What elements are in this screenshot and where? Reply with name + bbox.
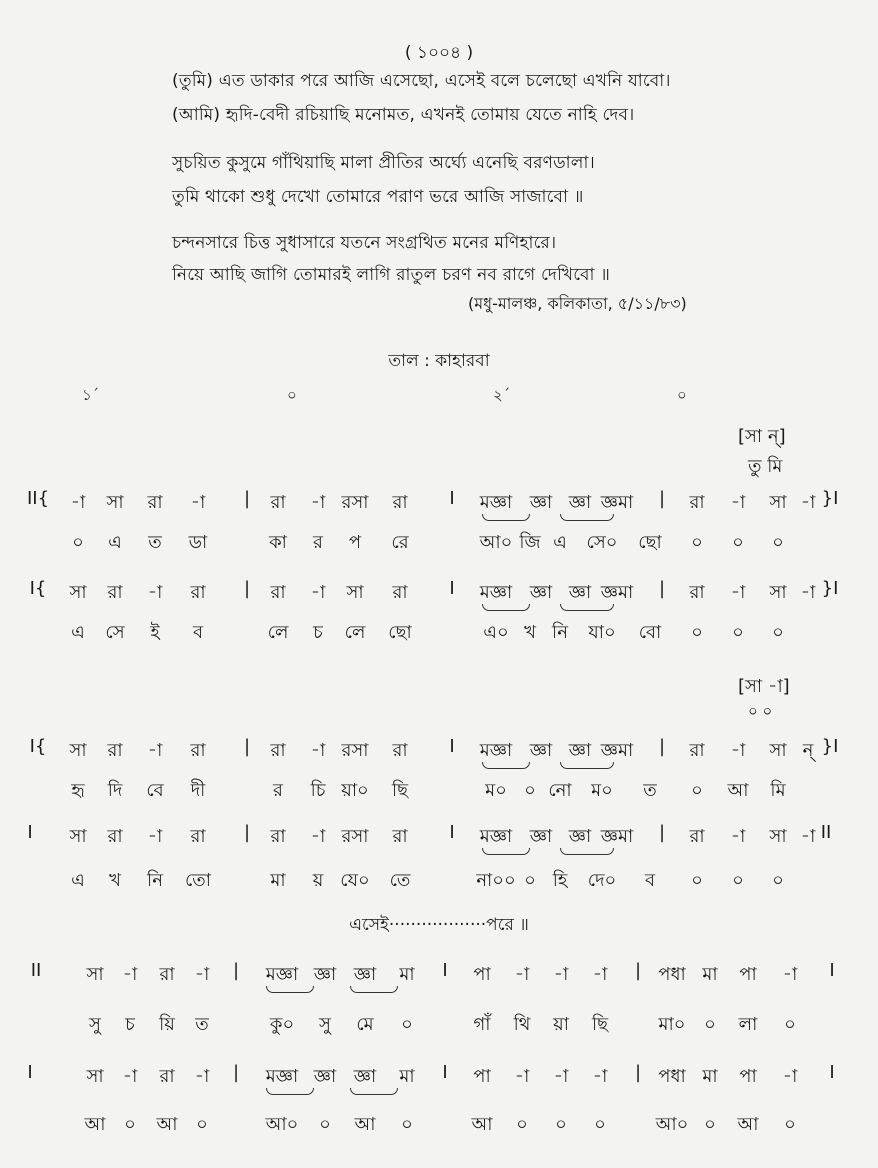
lyric-syllable: ০	[784, 1114, 796, 1135]
lyric-syllable: মি	[770, 780, 786, 801]
note: -া	[122, 1066, 138, 1087]
note: জ্ঞা	[568, 492, 592, 513]
note: রা	[689, 492, 705, 513]
note: রসা	[341, 826, 369, 847]
note: পা	[739, 1066, 757, 1087]
note: -া	[190, 492, 206, 513]
lyric-syllable: ব	[644, 870, 656, 891]
lyric-syllable: য়া০	[341, 780, 369, 801]
lyric-syllable: ০	[401, 1014, 413, 1035]
lyric-syllable: ডা	[188, 532, 208, 553]
lyric-syllable: এ০	[483, 622, 509, 643]
bar-separator: |	[243, 822, 251, 843]
note: সা	[769, 492, 787, 513]
note: রা	[689, 826, 705, 847]
slur-mark	[482, 848, 530, 855]
pickup-lyric-2: ০ ০	[748, 702, 773, 720]
lyric-syllable: আ০	[265, 1114, 299, 1135]
note: -া	[310, 826, 326, 847]
note: -া	[194, 964, 210, 985]
bar-separator: I	[449, 488, 455, 509]
row-start-bar: I	[27, 1062, 33, 1083]
lyric-syllable: এ	[553, 532, 567, 553]
lyric-syllable: ছো	[388, 622, 412, 643]
lyric-syllable: যা০	[588, 622, 616, 643]
note: জ্ঞা	[529, 826, 553, 847]
note: রা	[392, 740, 408, 761]
note: -া	[592, 1066, 608, 1087]
lyric-syllable: ০	[772, 622, 784, 643]
note: রা	[190, 582, 206, 603]
note: পধা	[658, 964, 686, 985]
lyric-syllable: ০	[772, 532, 784, 553]
bar-separator: |	[232, 1062, 240, 1083]
row-start-bar: I{	[29, 736, 47, 757]
lyric-syllable: ০	[516, 1114, 528, 1135]
lyric-row-6	[0, 1110, 878, 1140]
note: সা	[69, 582, 87, 603]
lyric-syllable: ০	[732, 532, 744, 553]
bar-separator: |	[658, 488, 666, 509]
row-start-bar: I	[27, 822, 33, 843]
note: রা	[270, 740, 286, 761]
bar-separator: I	[449, 578, 455, 599]
bar-separator: |	[243, 736, 251, 757]
note: রা	[689, 582, 705, 603]
lyric-syllable: ০	[704, 1014, 716, 1035]
lyric-syllable: তো	[184, 870, 212, 891]
lyric-syllable: না০০	[476, 870, 516, 891]
lyric-syllable: থি	[513, 1014, 531, 1035]
lyric-syllable: কু০	[269, 1014, 295, 1035]
lyric-syllable: আ	[354, 1114, 376, 1135]
note: জ্ঞা	[353, 964, 377, 985]
note: জ্ঞমা	[600, 826, 634, 847]
note: পা	[739, 964, 757, 985]
note: -া	[194, 1066, 210, 1087]
lyric-syllable: সে০	[586, 532, 618, 553]
note: -া	[800, 492, 816, 513]
verse-line-2: (আমি) হৃদি-বেদী রচিয়াছি মনোমত, এখনই তোমায় যেতে নাহি দেব।	[172, 105, 635, 125]
lyric-syllable: লে	[344, 622, 366, 643]
lyric-syllable: ০	[691, 532, 703, 553]
slur-mark	[350, 986, 398, 993]
lyric-syllable: নি	[552, 622, 568, 643]
lyric-syllable: দে০	[587, 870, 617, 891]
note: জ্ঞা	[529, 492, 553, 513]
lyric-syllable: র	[273, 780, 283, 801]
notation-row-2	[0, 578, 878, 608]
note: মজ্ঞা	[479, 582, 513, 603]
slur-mark	[560, 762, 614, 769]
slur-mark	[560, 514, 614, 521]
note: -া	[730, 582, 746, 603]
note: সা	[769, 582, 787, 603]
note: মা	[399, 1066, 415, 1087]
row-end-bar: II	[820, 822, 832, 843]
note: জ্ঞা	[529, 582, 553, 603]
note: -া	[730, 740, 746, 761]
row-end-bar: I	[829, 1062, 835, 1083]
note: -া	[730, 826, 746, 847]
row-start-bar: II{	[26, 488, 50, 509]
lyric-syllable: ত	[643, 780, 657, 801]
note: সা	[86, 964, 104, 985]
lyric-syllable: মে	[356, 1014, 374, 1035]
lyric-syllable: খ	[524, 622, 536, 643]
lyric-syllable: র	[313, 532, 323, 553]
lyric-syllable: ০	[784, 1014, 796, 1035]
note: সা	[69, 740, 87, 761]
repeat-instruction: এসেই··················পরে ॥	[349, 915, 529, 935]
bar-separator: |	[658, 736, 666, 757]
notation-row-4	[0, 822, 878, 852]
lyric-syllable: বে	[146, 780, 164, 801]
lyric-syllable: ০	[555, 1114, 567, 1135]
note: রসা	[341, 492, 369, 513]
lyric-syllable: চ	[125, 1014, 135, 1035]
slur-mark	[560, 604, 614, 611]
note: -া	[514, 1066, 530, 1087]
note: রা	[689, 740, 705, 761]
bar-separator: |	[232, 960, 240, 981]
lyric-syllable: ০	[196, 1114, 208, 1135]
note: জ্ঞা	[529, 740, 553, 761]
lyric-syllable: মা	[270, 870, 286, 891]
taal-mark-3: ২´	[493, 386, 511, 404]
note: মজ্ঞা	[265, 1066, 299, 1087]
lyric-syllable: ত	[195, 1014, 209, 1035]
lyric-syllable: আ	[156, 1114, 178, 1135]
lyric-syllable: ০	[732, 870, 744, 891]
lyric-syllable: আ০	[655, 1114, 689, 1135]
row-end-bar: }I	[821, 488, 839, 509]
slur-mark	[482, 514, 530, 521]
note: মা	[399, 964, 415, 985]
note: রা	[147, 492, 163, 513]
lyric-syllable: বো	[638, 622, 662, 643]
lyric-syllable: হৃ	[71, 780, 85, 801]
note: জ্ঞা	[353, 1066, 377, 1087]
lyric-syllable: ০	[704, 1114, 716, 1135]
notation-row-6	[0, 1062, 878, 1092]
composition-credit: (মধু-মালঞ্চ, কলিকাতা, ৫/১১/৮৩)	[468, 294, 687, 313]
notation-row-1	[0, 488, 878, 518]
verse-line-3: সুচয়িত কুসুমে গাঁথিয়াছি মালা প্রীতির অর্ঘ্যে এনেছি বরণডালা।	[172, 153, 595, 173]
verse-line-5: চন্দনসারে চিত্ত সুধাসারে যতনে সংগ্রথিত মনের মণিহারে।	[172, 233, 557, 253]
note: -া	[147, 826, 163, 847]
note: পধা	[658, 1066, 686, 1087]
note: রা	[270, 826, 286, 847]
note: মজ্ঞা	[479, 826, 513, 847]
note: -া	[592, 964, 608, 985]
note: মজ্ঞা	[479, 740, 513, 761]
verse-line-1: (তুমি) এত ডাকার পরে আজি এসেছো, এসেই বলে চলেছো এখনি যাবো।	[172, 71, 671, 91]
bar-separator: I	[449, 822, 455, 843]
lyric-syllable: ০	[524, 780, 536, 801]
note: মজ্ঞা	[265, 964, 299, 985]
notation-row-5	[0, 960, 878, 990]
lyric-syllable: আ০	[479, 532, 513, 553]
lyric-syllable: আ	[84, 1114, 106, 1135]
note: জ্ঞমা	[600, 492, 634, 513]
lyric-syllable: এ	[71, 622, 85, 643]
note: রা	[107, 582, 123, 603]
row-end-bar: }I	[821, 736, 839, 757]
note: ন্	[802, 740, 814, 761]
bar-separator: |	[243, 578, 251, 599]
pickup-lyric-1: তু মি	[748, 456, 783, 477]
lyric-row-4	[0, 866, 878, 896]
lyric-syllable: ০	[691, 780, 703, 801]
lyric-syllable: আ	[737, 1114, 759, 1135]
lyric-syllable: রে	[391, 532, 409, 553]
lyric-syllable: ম০	[591, 780, 613, 801]
note: -া	[310, 492, 326, 513]
note: রসা	[341, 740, 369, 761]
note: জ্ঞমা	[600, 740, 634, 761]
note: -া	[310, 582, 326, 603]
row-start-bar: II	[30, 960, 42, 981]
lyric-syllable: খ	[109, 870, 121, 891]
note: মা	[702, 1066, 718, 1087]
lyric-syllable: ছি	[391, 780, 409, 801]
lyric-syllable: প	[348, 532, 362, 553]
note: সা	[769, 826, 787, 847]
lyric-syllable: চি	[310, 780, 326, 801]
taal-mark-4: ০	[677, 386, 687, 404]
note: -া	[147, 740, 163, 761]
note: সা	[86, 1066, 104, 1087]
verse-line-6: নিয়ে আছি জাগি তোমারই লাগি রাতুল চরণ নব রাগে দেখিবো ॥	[172, 265, 611, 285]
lyric-syllable: লা	[738, 1014, 758, 1035]
note: -া	[147, 582, 163, 603]
page-number: ( ১০০৪ )	[404, 43, 474, 63]
lyric-syllable: হি	[552, 870, 568, 891]
note: পা	[473, 964, 491, 985]
bar-separator: I	[449, 736, 455, 757]
lyric-syllable: সু	[319, 1014, 331, 1035]
bar-separator: |	[634, 1062, 642, 1083]
note: -া	[310, 740, 326, 761]
note: -া	[122, 964, 138, 985]
note: জ্ঞমা	[600, 582, 634, 603]
taal-mark-2: ০	[287, 386, 297, 404]
lyric-syllable: য়ি	[159, 1014, 175, 1035]
lyric-syllable: ম০	[485, 780, 507, 801]
lyric-syllable: ০	[319, 1114, 331, 1135]
slur-mark	[482, 604, 530, 611]
lyric-syllable: ছো	[638, 532, 662, 553]
note: রা	[392, 582, 408, 603]
lyric-syllable: লে	[267, 622, 289, 643]
note: মা	[702, 964, 718, 985]
note: রা	[270, 492, 286, 513]
note: রা	[159, 1066, 175, 1087]
lyric-syllable: ব	[192, 622, 204, 643]
notation-row-3	[0, 736, 878, 766]
lyric-syllable: য়	[312, 870, 324, 891]
lyric-syllable: চ	[313, 622, 323, 643]
slur-mark	[350, 1088, 398, 1095]
lyric-syllable: জি	[519, 532, 541, 553]
lyric-syllable: এ	[71, 870, 85, 891]
note: জ্ঞা	[568, 826, 592, 847]
lyric-row-1	[0, 528, 878, 558]
lyric-syllable: তে	[389, 870, 411, 891]
note: -া	[782, 1066, 798, 1087]
note: রা	[270, 582, 286, 603]
pickup-notes-2: [সা -া]	[738, 676, 790, 697]
taal-heading: তাল : কাহারবা	[388, 351, 490, 371]
lyric-row-5	[0, 1010, 878, 1040]
lyric-syllable: ০	[594, 1114, 606, 1135]
lyric-syllable: যে০	[340, 870, 370, 891]
lyric-syllable: ০	[124, 1114, 136, 1135]
row-end-bar: }I	[821, 578, 839, 599]
note: -া	[70, 492, 86, 513]
slur-mark	[560, 848, 614, 855]
lyric-syllable: দি	[107, 780, 123, 801]
lyric-syllable: ০	[691, 870, 703, 891]
note: সা	[769, 740, 787, 761]
taal-mark-1: ১´	[82, 386, 100, 404]
note: জ্ঞা	[568, 582, 592, 603]
lyric-syllable: সু	[89, 1014, 101, 1035]
lyric-syllable: য়া	[553, 1014, 569, 1035]
lyric-syllable: গাঁ	[473, 1014, 491, 1035]
lyric-syllable: ০	[732, 622, 744, 643]
lyric-syllable: এ	[108, 532, 122, 553]
slur-mark	[266, 986, 314, 993]
note: জ্ঞা	[568, 740, 592, 761]
lyric-syllable: মা০	[658, 1014, 686, 1035]
bar-separator: |	[658, 822, 666, 843]
note: পা	[473, 1066, 491, 1087]
note: রা	[190, 826, 206, 847]
bar-separator: I	[442, 1062, 448, 1083]
lyric-syllable: কা	[269, 532, 287, 553]
lyric-syllable: ছি	[591, 1014, 609, 1035]
note: রা	[392, 826, 408, 847]
note: জ্ঞা	[313, 1066, 337, 1087]
lyric-row-3	[0, 776, 878, 806]
note: রা	[107, 740, 123, 761]
bar-separator: |	[658, 578, 666, 599]
note: -া	[800, 582, 816, 603]
lyric-syllable: আ	[727, 780, 749, 801]
note: -া	[800, 826, 816, 847]
note: রা	[107, 826, 123, 847]
note: রা	[159, 964, 175, 985]
note: -া	[730, 492, 746, 513]
note: -া	[553, 1066, 569, 1087]
lyric-syllable: নো	[548, 780, 572, 801]
lyric-syllable: ০	[401, 1114, 413, 1135]
note: সা	[69, 826, 87, 847]
lyric-syllable: সে	[105, 622, 125, 643]
note: মজ্ঞা	[479, 492, 513, 513]
bar-separator: |	[243, 488, 251, 509]
note: -া	[553, 964, 569, 985]
slur-mark	[482, 762, 530, 769]
lyric-syllable: দী	[190, 780, 206, 801]
lyric-syllable: ০	[524, 870, 536, 891]
note: -া	[514, 964, 530, 985]
note: সা	[346, 582, 364, 603]
lyric-syllable: ০	[772, 870, 784, 891]
note: রা	[190, 740, 206, 761]
lyric-syllable: ০	[72, 532, 84, 553]
bar-separator: I	[442, 960, 448, 981]
row-start-bar: I{	[29, 578, 47, 599]
note: জ্ঞা	[313, 964, 337, 985]
lyric-syllable: ত	[148, 532, 162, 553]
lyric-syllable: ই	[150, 622, 160, 643]
note: রা	[392, 492, 408, 513]
note: -া	[782, 964, 798, 985]
lyric-syllable: নি	[147, 870, 163, 891]
verse-line-4: তুমি থাকো শুধু দেখো তোমারে পরাণ ভরে আজি সাজাবো ॥	[172, 187, 584, 207]
bar-separator: |	[634, 960, 642, 981]
row-end-bar: I	[829, 960, 835, 981]
slur-mark	[266, 1088, 314, 1095]
pickup-notes-1: [সা ন্]	[738, 426, 786, 447]
lyric-row-2	[0, 618, 878, 648]
lyric-syllable: ০	[691, 622, 703, 643]
note: সা	[106, 492, 124, 513]
lyric-syllable: আ	[471, 1114, 493, 1135]
